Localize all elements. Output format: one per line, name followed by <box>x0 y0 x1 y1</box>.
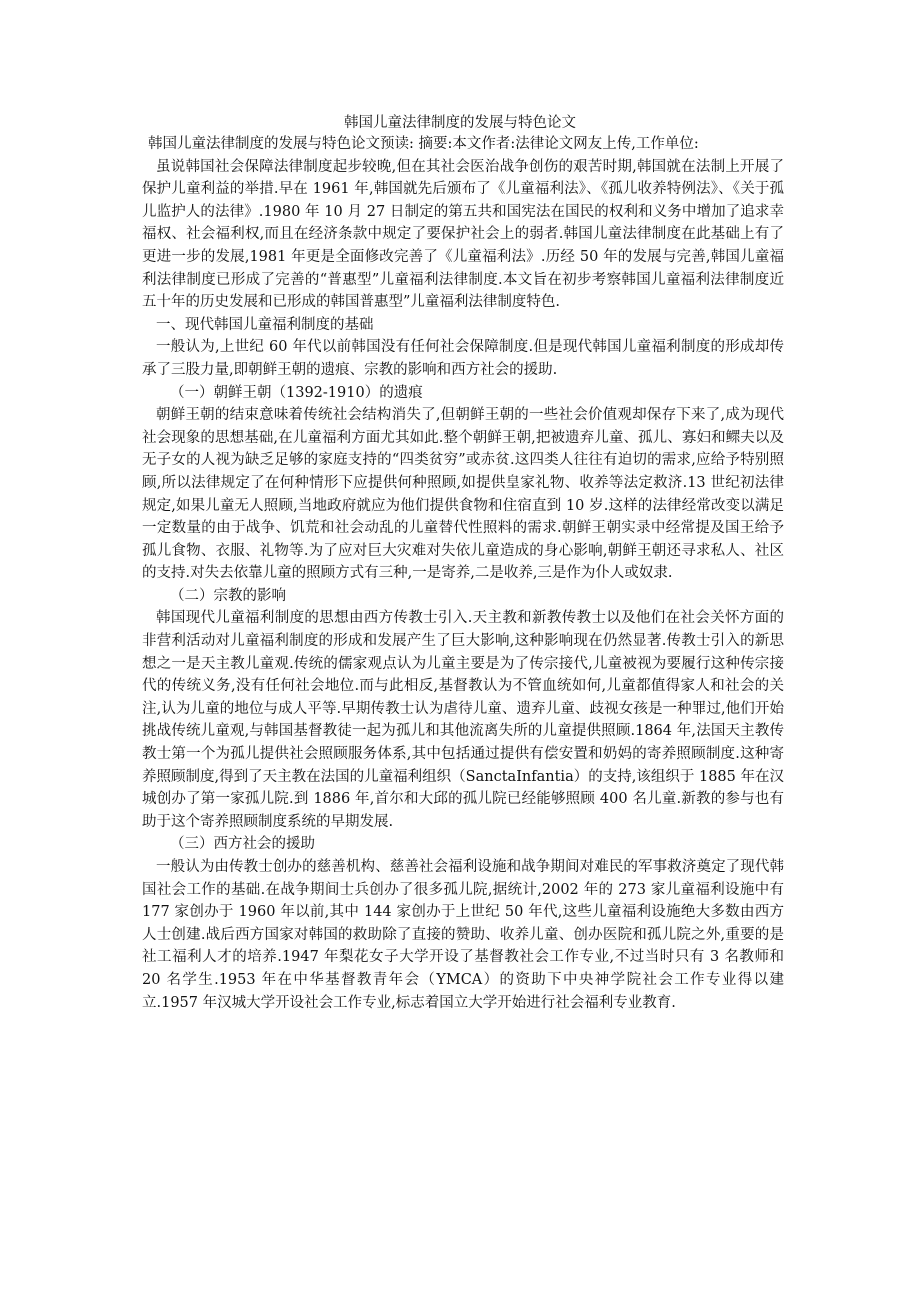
document-subtitle: 韩国儿童法律制度的发展与特色论文预读: 摘要:本文作者:法律论文网友上传,工作单位: <box>148 136 699 152</box>
document-body <box>142 133 784 1014</box>
document-title: 韩国儿童法律制度的发展与特色论文 <box>344 115 576 131</box>
subsection-3-heading: （三）西方社会的援助 <box>170 836 315 853</box>
subsection-1-paragraph: 朝鲜王朝的结束意味着传统社会结构消失了,但朝鲜王朝的一些社会价值观却保存下来了,成为现代社会现象的思想基础,在儿童福利方面尤其如此.整个朝鲜王朝,把被遗弃儿童、孤儿、寡妇和鳏夫以及无子女的人视为缺乏足够的家庭支持的“四类贫穷”或赤贫.这四类人往往有迫切的需求,应给予特别照顾,所以法律规定了在何种情形下应提供何种照顾,如提供皇家礼物、收养等法定救济.13 世纪初法律规定,如果儿童无人照顾,当地政府就应为他们提供食物和住宿直到 10 岁.这样的法律经常改变以满足一定数量的由于战争、饥荒和社会动乱的儿童替代性照料的需求.朝鲜王朝实录中经常提及国王给予孤儿食物、衣服、礼物等.为了应对巨大灾难对失依儿童造成的身心影响,朝鲜王朝还寻求私人、社区的支持.对失去依靠儿童的照顾方式有三种,一是寄养,二是收养,三是作为仆人或奴隶. <box>142 407 784 582</box>
subsection-3-paragraph: 一般认为由传教士创办的慈善机构、慈善社会福利设施和战争期间对难民的军事救济奠定了现代韩国社会工作的基础.在战争期间士兵创办了很多孤儿院,据统计,2002 年的 273 家儿童福利设施中有 177 家创办于 1960 年以前,其中 144 家创办于上世纪 50 年代,这些儿童福利设施绝大多数由西方人士创建.战后西方国家对韩国的救助除了直接的赞助、收养儿童、创办医院和孤儿院之外,重要的是社工福利人才的培养.1947 年梨花女子大学开设了基督教社会工作专业,不过当时只有 3 名教师和 20 名学生.1953 年在中华基督教青年会（YMCA）的资助下中央神学院社会工作专业得以建立.1957 年汉城大学开设社会工作专业,标志着国立大学开始进行社会福利专业教育. <box>142 859 784 1011</box>
section-1-paragraph: 一般认为,上世纪 60 年代以前韩国没有任何社会保障制度.但是现代韩国儿童福利制度的形成却传承了三股力量,即朝鲜王朝的遗痕、宗教的影响和西方社会的援助. <box>142 339 784 378</box>
subsection-2-paragraph: 韩国现代儿童福利制度的思想由西方传教士引入.天主教和新教传教士以及他们在社会关怀方面的非营利活动对儿童福利制度的形成和发展产生了巨大影响,这种影响现在仍然显著.传教士引入的新思想之一是天主教儿童观.传统的儒家观点认为儿童主要是为了传宗接代,儿童被视为要履行这种传宗接代的传统义务,没有任何社会地位.而与此相反,基督教认为不管血统如何,儿童都值得家人和社会的关注,认为儿童的地位与成人平等.早期传教士认为虐待儿童、遗弃儿童、歧视女孩是一种罪过,他们开始挑战传统儿童观,与韩国基督教徒一起为孤儿和其他流离失所的儿童提供照顾.1864 年,法国天主教传教士第一个为孤儿提供社会照顾服务体系,其中包括通过提供有偿安置和奶妈的寄养照顾制度.这种寄养照顾制度,得到了天主教在法国的儿童福利组织（SanctaInfantia）的支持,该组织于 1885 年在汉城创办了第一家孤儿院.到 1886 年,首尔和大邱的孤儿院已经能够照顾 400 名儿童.新教的参与也有助于这个寄养照顾制度系统的早期发展. <box>142 610 784 830</box>
subsection-1-heading: （一）朝鲜王朝（1392-1910）的遗痕 <box>170 384 423 401</box>
intro-paragraph: 虽说韩国社会保障法律制度起步较晚,但在其社会医治战争创伤的艰苦时期,韩国就在法制上开展了保护儿童利益的举措.早在 1961 年,韩国就先后颁布了《儿童福利法》、《孤儿收养特例法》、《关于孤儿监护人的法律》.1980 年 10 月 27 日制定的第五共和国宪法在国民的权利和义务中增加了追求幸福权、社会福利权,而且在经济条款中规定了要保护社会上的弱者.韩国儿童法律制度在此基础上有了更进一步的发展,1981 年更是全面修改完善了《儿童福利法》.历经 50 年的发展与完善,韩国儿童福利法律制度已形成了完善的“普惠型”儿童福利法律制度.本文旨在初步考察韩国儿童福利法律制度近五十年的历史发展和已形成的韩国普惠型”儿童福利法律制度特色. <box>142 158 784 311</box>
section-1-heading: 一、现代韩国儿童福利制度的基础 <box>156 316 374 333</box>
subsection-2-heading: （二）宗教的影响 <box>170 587 286 604</box>
